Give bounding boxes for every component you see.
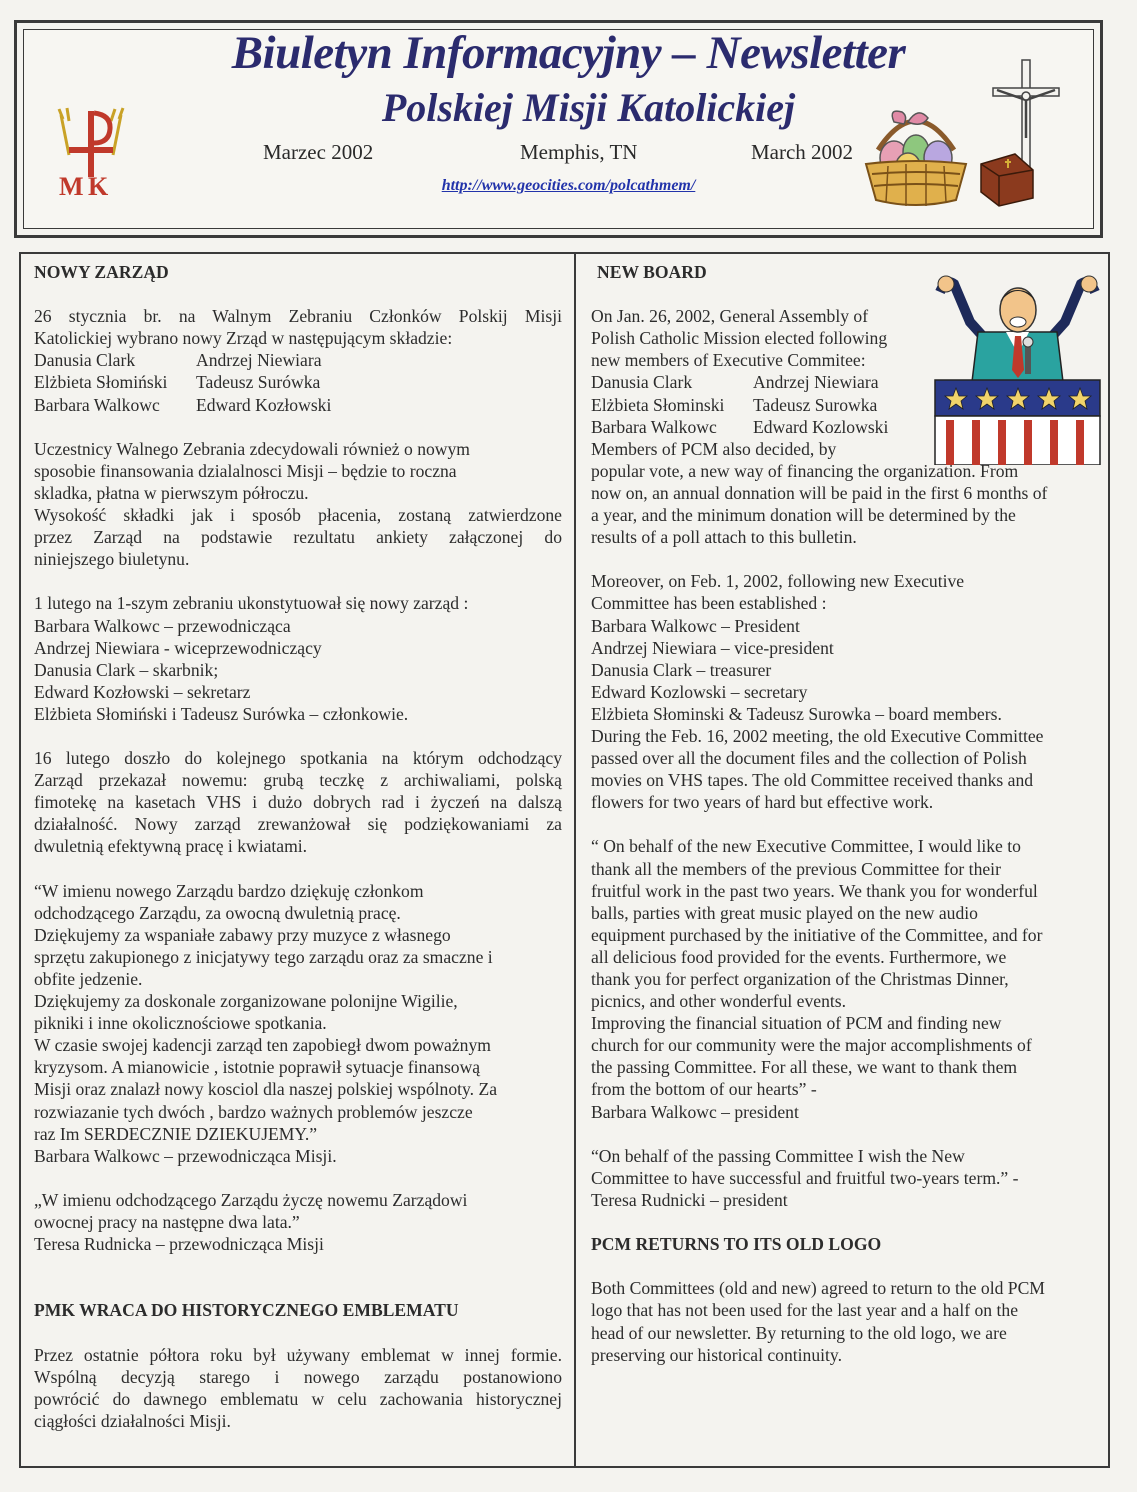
quote-line: kryzysom. A mianowicie , istotnie poprawił sytuacje finansową <box>34 1057 481 1078</box>
role-line: Elżbieta Słomiński i Tadeusz Surówka – członkowie. <box>34 703 409 724</box>
quote-line: balls, parties with great music played on the new audio <box>591 902 978 923</box>
member-name: Edward Kozlowski <box>753 416 889 437</box>
quote-line: pikniki i inne okolicznościowe spotkania. <box>34 1013 327 1034</box>
quote-line: from the bottom of our hearts” - <box>591 1079 817 1100</box>
quote-line: thank all the members of the previous Committee for their <box>591 858 1001 879</box>
text-line: head of our newsletter. By returning to the old logo, we are <box>591 1322 1007 1343</box>
text-line: Uczestnicy Walnego Zebrania zdecydowali również o nowym <box>34 438 470 459</box>
member-name: Tadeusz Surowka <box>753 394 878 415</box>
member-row <box>591 371 1099 393</box>
text-line: now on, an annual donnation will be paid in the first 6 months of <box>591 482 1048 503</box>
member-name: Edward Kozłowski <box>196 394 332 415</box>
quote-line: raz Im SERDECZNIE DZIEKUJEMY.” <box>34 1123 318 1144</box>
quote-line: picnics, and other wonderful events. <box>591 991 847 1012</box>
quote-line: Dziękujemy za doskonale zorganizowane polonijne Wigilie, <box>34 991 458 1012</box>
quote-line: odchodzącego Zarządu, za owocną dwuletnią pracę. <box>34 902 401 923</box>
text-line: Members of PCM also decided, by <box>591 438 837 459</box>
quote-signature: Teresa Rudnicka – przewodnicząca Misji <box>34 1234 324 1255</box>
section-heading-logo-pl: PMK WRACA DO HISTORYCZNEGO EMBLEMATU <box>34 1300 459 1321</box>
quote-line: “W imienu nowego Zarządu bardzo dziękuję członkom <box>34 880 424 901</box>
quote-line: Committee to have successful and fruitful two-years term.” - <box>591 1167 1019 1188</box>
text-line: Moreover, on Feb. 1, 2002, following new Executive <box>591 571 965 592</box>
quote-line: “ On behalf of the new Executive Committee, I would like to <box>591 836 1021 857</box>
role-line: Andrzej Niewiara - wiceprzewodniczący <box>34 637 322 658</box>
easter-basket-icon <box>858 102 974 210</box>
newsletter-subtitle: Polskiej Misji Katolickiej <box>381 85 796 130</box>
role-line: Andrzej Niewiara – vice-president <box>591 637 834 658</box>
issue-location: Memphis, TN <box>520 140 638 164</box>
text-line: flowers for two years of hard but effective work. <box>591 792 934 813</box>
role-line: Danusia Clark – treasurer <box>591 659 772 680</box>
text-line: 26 stycznia br. na Walnym Zebraniu Członków Polskij Misji <box>34 306 562 327</box>
quote-line: rozwiazanie tych dwóch , bardzo ważnych problemów jeszcze <box>34 1101 473 1122</box>
column-divider <box>574 252 576 1468</box>
text-line: passed over all the document files and the collection of Polish <box>591 748 1027 769</box>
text-line: During the Feb. 16, 2002 meeting, the old Executive Committee <box>591 725 1044 746</box>
member-name: Barbara Walkowc <box>34 394 160 415</box>
quote-line: sprzętu zakupionego z inicjatywy tego zarządu oraz za smaczne i <box>34 946 493 967</box>
text-line: a year, and the minimum donation will be determined by the <box>591 505 1016 526</box>
quote-signature: Barbara Walkowc – president <box>591 1101 799 1122</box>
member-name: Andrzej Niewiara <box>753 372 879 393</box>
quote-line: Dziękujemy za wspaniałe zabawy przy muzyce z własnego <box>34 924 451 945</box>
svg-text:K: K <box>88 172 109 199</box>
quote-signature: Barbara Walkowc – przewodnicząca Misji. <box>34 1145 337 1166</box>
issue-date-polish: Marzec 2002 <box>263 140 374 164</box>
text-line: Wspólną decyzją starego i nowego zarządu postanowiono <box>34 1366 562 1387</box>
text-line: Przez ostatnie półtora roku był używany emblemat w innej formie. <box>34 1344 562 1365</box>
member-name: Elżbieta Słominski <box>591 394 725 415</box>
member-row <box>591 394 1099 416</box>
text-line: Zarząd przekazał nowemu: grubą teczkę z archiwaliami, polską <box>34 770 562 791</box>
quote-line: Improving the financial situation of PCM and finding new <box>591 1013 1002 1034</box>
member-name: Barbara Walkowc <box>591 416 717 437</box>
quote-line: W czasie swojej kadencji zarząd ten zapobiegł dwom poważnym <box>34 1035 491 1056</box>
role-line: Edward Kozłowski – sekretarz <box>34 681 251 702</box>
quote-line: equipment purchased by the initiative of the Committee, and for <box>591 924 1043 945</box>
member-row <box>591 416 1099 438</box>
quote-line: all delicious food provided for the events. Furthermore, we <box>591 946 1007 967</box>
member-name: Elżbieta Słomiński <box>34 372 168 393</box>
member-name: Tadeusz Surówka <box>196 372 321 393</box>
role-line: Barbara Walkowc – President <box>591 615 800 636</box>
member-name: Danusia Clark <box>591 372 693 393</box>
member-name: Andrzej Niewiara <box>196 350 322 371</box>
text-line: movies on VHS tapes. The old Committee received thanks and <box>591 770 1034 791</box>
text-line: Katolickiej wybrano nowy Zrząd w następującym składzie: <box>34 328 453 349</box>
section-heading-new-board-en: NEW BOARD <box>597 262 707 282</box>
role-line: Edward Kozlowski – secretary <box>591 681 808 702</box>
text-line: Both Committees (old and new) agreed to return to the old PCM <box>591 1278 1045 1299</box>
member-row <box>34 371 562 393</box>
role-line: Danusia Clark – skarbnik; <box>34 659 219 680</box>
text-line: przez Zarząd na podstawie rezultatu ankiety załączonej do <box>34 527 562 548</box>
text-line: powrócić do dawnego emblematu w celu zachowania historycznej <box>34 1388 562 1409</box>
text-line: Polish Catholic Mission elected following <box>591 328 888 349</box>
text-line: fimotekę na kasetach VHS i dużo dobrych rad i życzeń na dalszą <box>34 792 562 813</box>
website-link[interactable]: http://www.geocities.com/polcathmem/ <box>441 177 696 194</box>
text-line: new members of Executive Commitee: <box>591 350 866 371</box>
text-line: ciągłości działalności Misji. <box>34 1410 231 1431</box>
quote-line: „W imienu odchodzącego Zarządu życzę nowemu Zarządowi <box>34 1189 468 1210</box>
text-line: 16 lutego doszło do kolejnego spotkania na którym odchodzący <box>34 748 562 769</box>
text-line: 1 lutego na 1-szym zebraniu ukonstytuował się nowy zarząd : <box>34 593 469 614</box>
text-line: logo that has not been used for the last year and a half on the <box>591 1300 1019 1321</box>
quote-line: church for our community were the major accomplishments of <box>591 1035 1032 1056</box>
quote-line: obfite jedzenie. <box>34 969 143 989</box>
quote-line: Misji oraz znalazł nowy kosciol dla naszej polskiej wspólnoty. Za <box>34 1079 498 1100</box>
member-row <box>34 349 562 371</box>
text-line: preserving our historical continuity. <box>591 1344 842 1365</box>
english-column <box>591 261 1099 1366</box>
polish-column <box>34 261 562 1432</box>
newsletter-title: Biuletyn Informacyjny – Newsletter <box>231 27 906 79</box>
text-line: On Jan. 26, 2002, General Assembly of <box>591 306 869 327</box>
quote-line: “On behalf of the passing Committee I wish the New <box>591 1145 965 1166</box>
member-name: Danusia Clark <box>34 350 136 371</box>
text-line: Committee has been established : <box>591 593 827 614</box>
quote-line: fruitful work in the past two years. We thank you for wonderful <box>591 880 1038 901</box>
issue-date-english: March 2002 <box>751 140 854 164</box>
text-line: popular vote, a new way of financing the organization. From <box>591 460 1019 481</box>
role-line: Barbara Walkowc – przewodnicząca <box>34 615 291 636</box>
member-row <box>34 394 562 416</box>
text-line: działalność. Nowy zarząd zrewanżował się podziękowaniami za <box>34 814 562 835</box>
role-line: Elżbieta Słominski & Tadeusz Surowka – board members. <box>591 703 1002 724</box>
text-line: sposobie finansowania dzialalnosci Misji – będzie to roczna <box>34 460 457 481</box>
quote-line: owocnej pracy na następne dwa lata.” <box>34 1212 300 1233</box>
text-line: Wysokość składki jak i sposób płacenia, zostaną zatwierdzone <box>34 505 562 526</box>
crucifix-bible-icon <box>975 58 1075 208</box>
text-line: dwuletnią efektywną pracę i kwiatami. <box>34 836 308 857</box>
section-heading-new-board-pl: NOWY ZARZĄD <box>34 262 169 282</box>
text-line: skladka, płatna w pierwszym półroczu. <box>34 482 309 503</box>
svg-text:M: M <box>59 172 84 199</box>
section-heading-logo-en: PCM RETURNS TO ITS OLD LOGO <box>591 1234 882 1255</box>
quote-signature: Teresa Rudnicki – president <box>591 1189 788 1210</box>
quote-line: the passing Committee. For all these, we want to thank them <box>591 1057 1018 1078</box>
text-line: results of a poll attach to this bulletin. <box>591 527 857 548</box>
text-line: niniejszego biuletynu. <box>34 549 190 570</box>
pmk-logo-icon <box>55 105 127 199</box>
quote-line: thank you for perfect organization of the Christmas Dinner, <box>591 969 1009 989</box>
